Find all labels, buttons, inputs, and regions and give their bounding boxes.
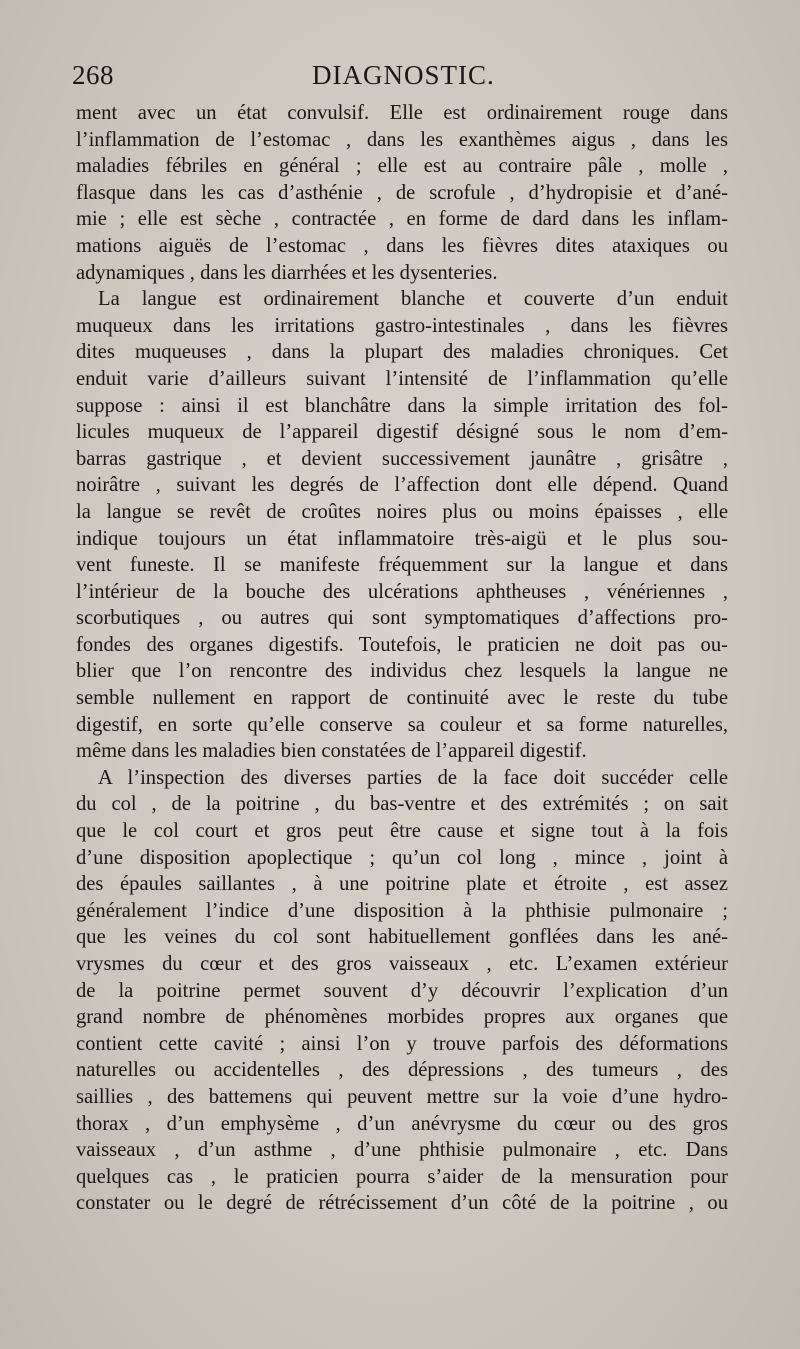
text-line: mie ; elle est sèche , contractée , en forme de dard dans les inflam- xyxy=(76,208,728,231)
text-line: quelques cas , le praticien pourra s’aider de la mensuration pour xyxy=(76,1165,728,1188)
text-line: du col , de la poitrine , du bas-ventre et des extrémités ; on sait xyxy=(76,793,728,816)
text-line: saillies , des battemens qui peuvent mettre sur la voie d’une hydro- xyxy=(76,1085,728,1108)
text-line: d’une disposition apoplectique ; qu’un col long , mince , joint à xyxy=(76,846,728,869)
text-line: fondes des organes digestifs. Toutefois, le praticien ne doit pas ou- xyxy=(76,633,728,656)
text-line: semble nullement en rapport de continuité avec le reste du tube xyxy=(76,687,728,710)
text-line: ment avec un état convulsif. Elle est ordinairement rouge dans xyxy=(76,102,728,124)
text-line: digestif, en sorte qu’elle conserve sa couleur et sa forme naturelles, xyxy=(76,713,728,736)
text-line: indique toujours un état inflammatoire très-aigü et le plus sou- xyxy=(76,527,728,550)
text-line: muqueux dans les irritations gastro-intestinales , dans les fièvres xyxy=(76,314,728,337)
page-number: 268 xyxy=(72,60,114,90)
body-text xyxy=(76,100,728,1217)
text-line: scorbutiques , ou autres qui sont symptomatiques d’affections pro- xyxy=(76,607,728,630)
text-line: licules muqueux de l’appareil digestif désigné sous le nom d’em- xyxy=(76,421,728,444)
running-title: DIAGNOSTIC. xyxy=(312,60,495,90)
paragraph-first-line: La langue est ordinairement blanche et couverte d’un enduit xyxy=(98,288,728,311)
paragraph-first-line: A l’inspection des diverses parties de la face doit succéder celle xyxy=(98,766,728,789)
text-line: dites muqueuses , dans la plupart des maladies chroniques. Cet xyxy=(76,341,728,364)
text-line: des épaules saillantes , à une poitrine plate et étroite , est assez xyxy=(76,873,728,896)
text-line: noirâtre , suivant les degrés de l’affection dont elle dépend. Quand xyxy=(76,474,728,497)
text-line: vrysmes du cœur et des gros vaisseaux , etc. L’examen extérieur xyxy=(76,953,728,975)
text-line: enduit varie d’ailleurs suivant l’intensité de l’inflammation qu’elle xyxy=(76,367,728,390)
text-line: maladies fébriles en général ; elle est au contraire pâle , molle , xyxy=(76,155,728,178)
text-line: adynamiques , dans les diarrhées et les dysenteries. xyxy=(76,261,498,284)
text-line: suppose : ainsi il est blanchâtre dans la simple irritation des fol- xyxy=(76,394,728,417)
text-line: la langue se revêt de croûtes noires plus ou moins épaisses , elle xyxy=(76,500,728,523)
text-line: flasque dans les cas d’asthénie , de scrofule , d’hydropisie et d’ané- xyxy=(76,181,728,204)
text-line: barras gastrique , et devient successivement jaunâtre , grisâtre , xyxy=(76,447,728,470)
text-line: vaisseaux , d’un asthme , d’une phthisie pulmonaire , etc. Dans xyxy=(76,1139,728,1162)
text-line: grand nombre de phénomènes morbides propres aux organes que xyxy=(76,1006,728,1029)
text-line: l’intérieur de la bouche des ulcérations aphtheuses , vénériennes , xyxy=(76,580,728,603)
text-line: naturelles ou accidentelles , des dépressions , des tumeurs , des xyxy=(76,1059,728,1082)
text-line: constater ou le degré de rétrécissement d’un côté de la poitrine , ou xyxy=(76,1192,728,1215)
text-line: vent funeste. Il se manifeste fréquemment sur la langue et dans xyxy=(76,554,728,577)
text-line: thorax , d’un emphysème , d’un anévrysme du cœur ou des gros xyxy=(76,1112,728,1135)
text-line: que le col court et gros peut être cause et signe tout à la fois xyxy=(76,820,728,843)
text-line: de la poitrine permet souvent d’y découvrir l’explication d’un xyxy=(76,979,728,1002)
text-line: l’inflammation de l’estomac , dans les exanthèmes aigus , dans les xyxy=(76,128,728,151)
text-line: contient cette cavité ; ainsi l’on y trouve parfois des déformations xyxy=(76,1032,728,1055)
text-line: même dans les maladies bien constatées de l’appareil digestif. xyxy=(76,740,587,763)
text-line: blier que l’on rencontre des individus chez lesquels la langue ne xyxy=(76,660,728,683)
text-line: généralement l’indice d’une disposition à la phthisie pulmonaire ; xyxy=(76,899,728,922)
page-header xyxy=(72,60,732,96)
text-line: mations aiguës de l’estomac , dans les fièvres dites ataxiques ou xyxy=(76,234,728,257)
text-line: que les veines du col sont habituellement gonflées dans les ané- xyxy=(76,926,728,949)
